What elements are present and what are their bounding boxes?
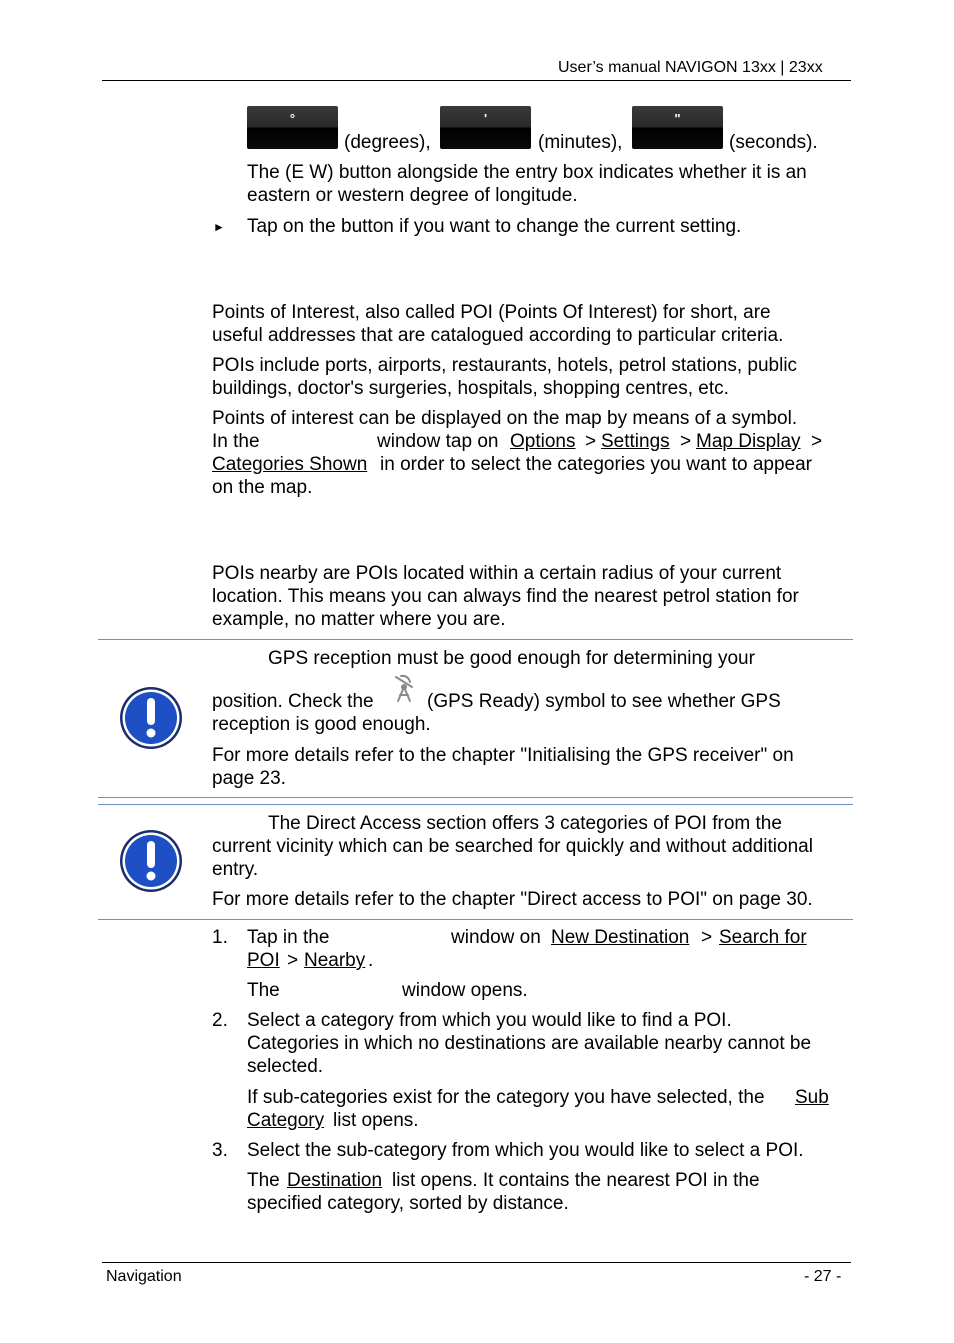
settings-link — [601, 430, 670, 453]
step3-rest: list opens. It contains the nearest POI in the — [392, 1170, 760, 1191]
note2-line1: The Direct Access section offers 3 categories of POI from the — [268, 813, 782, 834]
poi-p1-line2: useful addresses that are catalogued according to particular criteria. — [212, 325, 784, 346]
search-for-link-text: Search for — [719, 927, 807, 948]
poi-p3-line1: Points of interest can be displayed on the map by means of a symbol. — [212, 408, 798, 429]
search-for-link — [719, 926, 807, 949]
step2-line1: Select a category from which you would like to find a POI. — [247, 1010, 732, 1031]
gps-ready-icon — [392, 673, 418, 703]
note2-bottom-rule — [98, 919, 853, 920]
sub-link — [795, 1086, 829, 1109]
new-destination-link-text: New Destination — [551, 927, 690, 948]
header-rule — [102, 80, 851, 81]
poi-p3-window-tap: window tap on — [377, 431, 499, 452]
settings-link-text: Settings — [601, 431, 670, 452]
seconds-symbol: " — [674, 111, 681, 126]
gt-separator: > — [585, 431, 597, 452]
poi-link-text: POI — [247, 950, 280, 971]
step2-line3: selected. — [247, 1056, 324, 1077]
step2-number: 2. — [212, 1010, 228, 1031]
categories-shown-link-text: Categories Shown — [212, 454, 368, 475]
step3-line3: specified category, sorted by distance. — [247, 1193, 569, 1214]
degrees-label: (degrees), — [344, 132, 431, 153]
ew-text-line1: The (E W) button alongside the entry box indicates whether it is an — [247, 162, 807, 183]
step1-number: 1. — [212, 927, 228, 948]
note1-line4: For more details refer to the chapter "Initialising the GPS receiver" on — [212, 745, 794, 766]
note2-top-rule — [98, 804, 853, 805]
nearby-line2: location. This means you can always find the nearest petrol station for — [212, 586, 799, 607]
destination-link — [287, 1169, 382, 1192]
exclamation-icon — [119, 829, 183, 893]
poi-link — [247, 949, 280, 972]
nearby-link — [304, 949, 365, 972]
sub-link-text: Sub — [795, 1087, 829, 1108]
gt-separator: > — [680, 431, 692, 452]
exclamation-icon — [119, 686, 183, 750]
map-display-link-text: Map Display — [696, 431, 801, 452]
gt-separator: > — [811, 431, 823, 452]
seconds-label: (seconds). — [729, 132, 818, 153]
note1-bottom-rule — [98, 797, 853, 798]
page-number: - 27 - — [804, 1268, 842, 1285]
step2-line2: Categories in which no destinations are available nearby cannot be — [247, 1033, 812, 1054]
seconds-button — [632, 106, 723, 149]
minutes-symbol: ' — [483, 111, 488, 126]
options-link — [510, 430, 575, 453]
poi-p2-line2: buildings, doctor's surgeries, hospitals, shopping centres, etc. — [212, 378, 729, 399]
note2-line3: entry. — [212, 859, 259, 880]
category-link — [247, 1109, 324, 1132]
ew-text-line2: eastern or western degree of longitude. — [247, 185, 578, 206]
options-link-text: Options — [510, 431, 576, 452]
minutes-button — [440, 106, 531, 149]
note1-line1: GPS reception must be good enough for determining your — [268, 648, 755, 669]
step2-sub-rest: list opens. — [333, 1110, 419, 1131]
step1-the: The — [247, 980, 280, 1001]
note1-line5: page 23. — [212, 768, 286, 789]
degrees-symbol: ° — [289, 111, 296, 126]
gt-separator: > — [287, 950, 299, 971]
note1-top-rule — [98, 639, 853, 640]
period: . — [368, 950, 374, 971]
new-destination-link — [551, 926, 689, 949]
category-link-text: Category — [247, 1110, 325, 1131]
poi-p3-rest: in order to select the categories you want to appear — [380, 454, 812, 475]
footer-section: Navigation — [106, 1268, 182, 1285]
map-display-link — [696, 430, 801, 453]
step1-window-opens: window opens. — [402, 980, 528, 1001]
poi-p3-in-the: In the — [212, 431, 260, 452]
categories-shown-link — [212, 453, 367, 476]
nearby-link-text: Nearby — [304, 950, 366, 971]
note1-line2a: position. Check the — [212, 691, 374, 712]
step1-window-on: window on — [451, 927, 541, 948]
footer-rule — [102, 1262, 851, 1263]
bullet-arrow-icon: ► — [213, 220, 225, 234]
minutes-label: (minutes), — [538, 132, 623, 153]
poi-p1-line1: Points of Interest, also called POI (Points Of Interest) for short, are — [212, 302, 771, 323]
note1-line3: reception is good enough. — [212, 714, 431, 735]
poi-p3-line4: on the map. — [212, 477, 313, 498]
nearby-line3: example, no matter where you are. — [212, 609, 506, 630]
note2-line2: current vicinity which can be searched for quickly and without additional — [212, 836, 813, 857]
step2-sub-line1: If sub-categories exist for the category you have selected, the — [247, 1087, 765, 1108]
step1-tap-in-the: Tap in the — [247, 927, 330, 948]
nearby-line1: POIs nearby are POIs located within a certain radius of your current — [212, 563, 782, 584]
step3-number: 3. — [212, 1140, 228, 1161]
gt-separator: > — [701, 927, 713, 948]
note1-line2b: (GPS Ready) symbol to see whether GPS — [427, 691, 781, 712]
header-title: User’s manual NAVIGON 13xx | 23xx — [558, 59, 823, 76]
step3-line1: Select the sub-category from which you would like to select a POI. — [247, 1140, 804, 1161]
ew-tap-instruction: Tap on the button if you want to change the current setting. — [247, 216, 742, 237]
poi-p2-line1: POIs include ports, airports, restaurants, hotels, petrol stations, public — [212, 355, 798, 376]
note2-line4: For more details refer to the chapter "Direct access to POI" on page 30. — [212, 889, 813, 910]
degrees-button — [247, 106, 338, 149]
step3-the: The — [247, 1170, 280, 1191]
destination-link-text: Destination — [287, 1170, 383, 1191]
